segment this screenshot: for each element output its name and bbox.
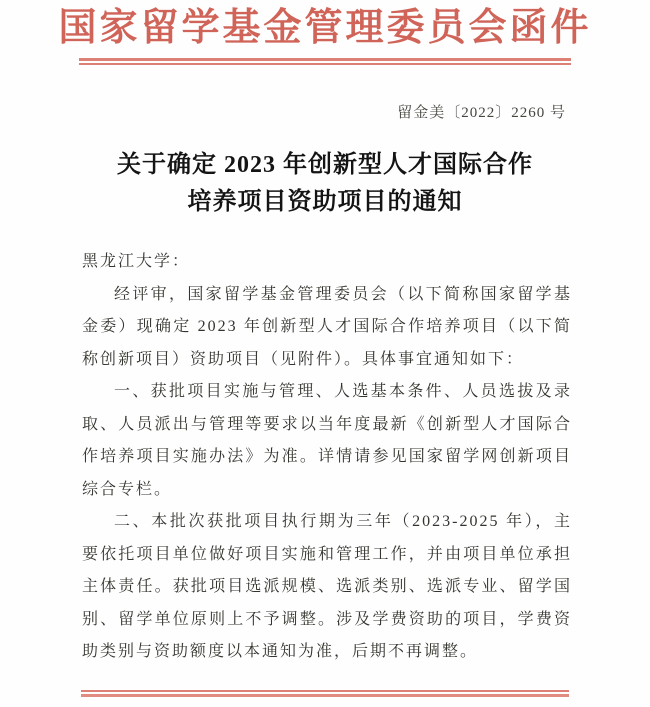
notice-title-line-2: 培养项目资助项目的通知 [187,189,463,215]
header-divider [79,58,571,65]
footer-divider [81,690,569,697]
body-paragraph-intro: 经评审，国家留学基金管理委员会（以下简称国家留学基金委）现确定 2023 年创新型人才国际合作培养项目（以下简称创新项目）资助项目（见附件）。具体事宜通知如下： [82,285,572,368]
body-paragraph-item-1: 一、获批项目实施与管理、人选基本条件、人员选拔及录取、人员派出与管理等要求以当年度最新《创新型人才国际合作培养项目实施办法》为准。详情请参见国家留学网创新项目综合专栏。 [82,383,572,498]
recipient-salutation: 黑龙江大学： [82,253,191,270]
document-number: 留金美〔2022〕2260 号 [397,105,566,121]
body-paragraph-item-2: 二、本批次获批项目执行期为三年（2023-2025 年），主要依托项目单位做好项目实施和管理工作，并由项目单位承担主体责任。获批项目选派规模、选派类别、选派专业、留学国别、留学单位原则上不予调整。涉及学费资助的项目，学费资助类别与资助额度以本通知为准，后期不再调整。 [82,513,572,660]
letter-body [82,246,572,669]
notice-title [0,147,650,221]
notice-title-line-1: 关于确定 2023 年创新型人才国际合作 [117,152,533,178]
letterhead-title: 国家留学基金管理委员会函件 [58,7,592,49]
